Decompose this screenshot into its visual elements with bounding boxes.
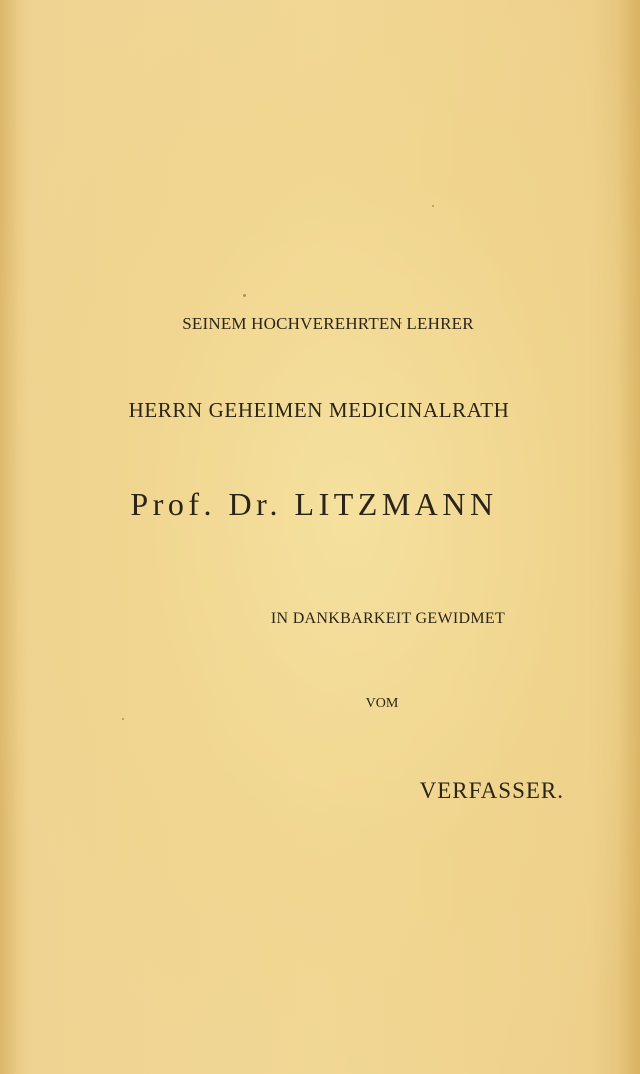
dedication-line-title: HERRN GEHEIMEN MEDICINALRATH bbox=[128, 398, 510, 422]
paper-speck bbox=[243, 294, 246, 297]
dedication-line-author: VERFASSER. bbox=[419, 778, 564, 803]
dedication-line-name: Prof. Dr. LITZMANN bbox=[130, 486, 498, 522]
page-right-edge-shadow bbox=[618, 0, 640, 1074]
dedication-line-teacher: SEINEM HOCHVEREHRTEN LEHRER bbox=[182, 314, 474, 333]
paper-speck bbox=[122, 718, 124, 720]
dedication-line-gratitude: IN DANKBARKEIT GEWIDMET bbox=[270, 610, 506, 627]
dedication-line-from: VOM bbox=[365, 696, 399, 711]
paper-speck bbox=[432, 205, 434, 207]
page-left-edge-shadow bbox=[0, 0, 18, 1074]
